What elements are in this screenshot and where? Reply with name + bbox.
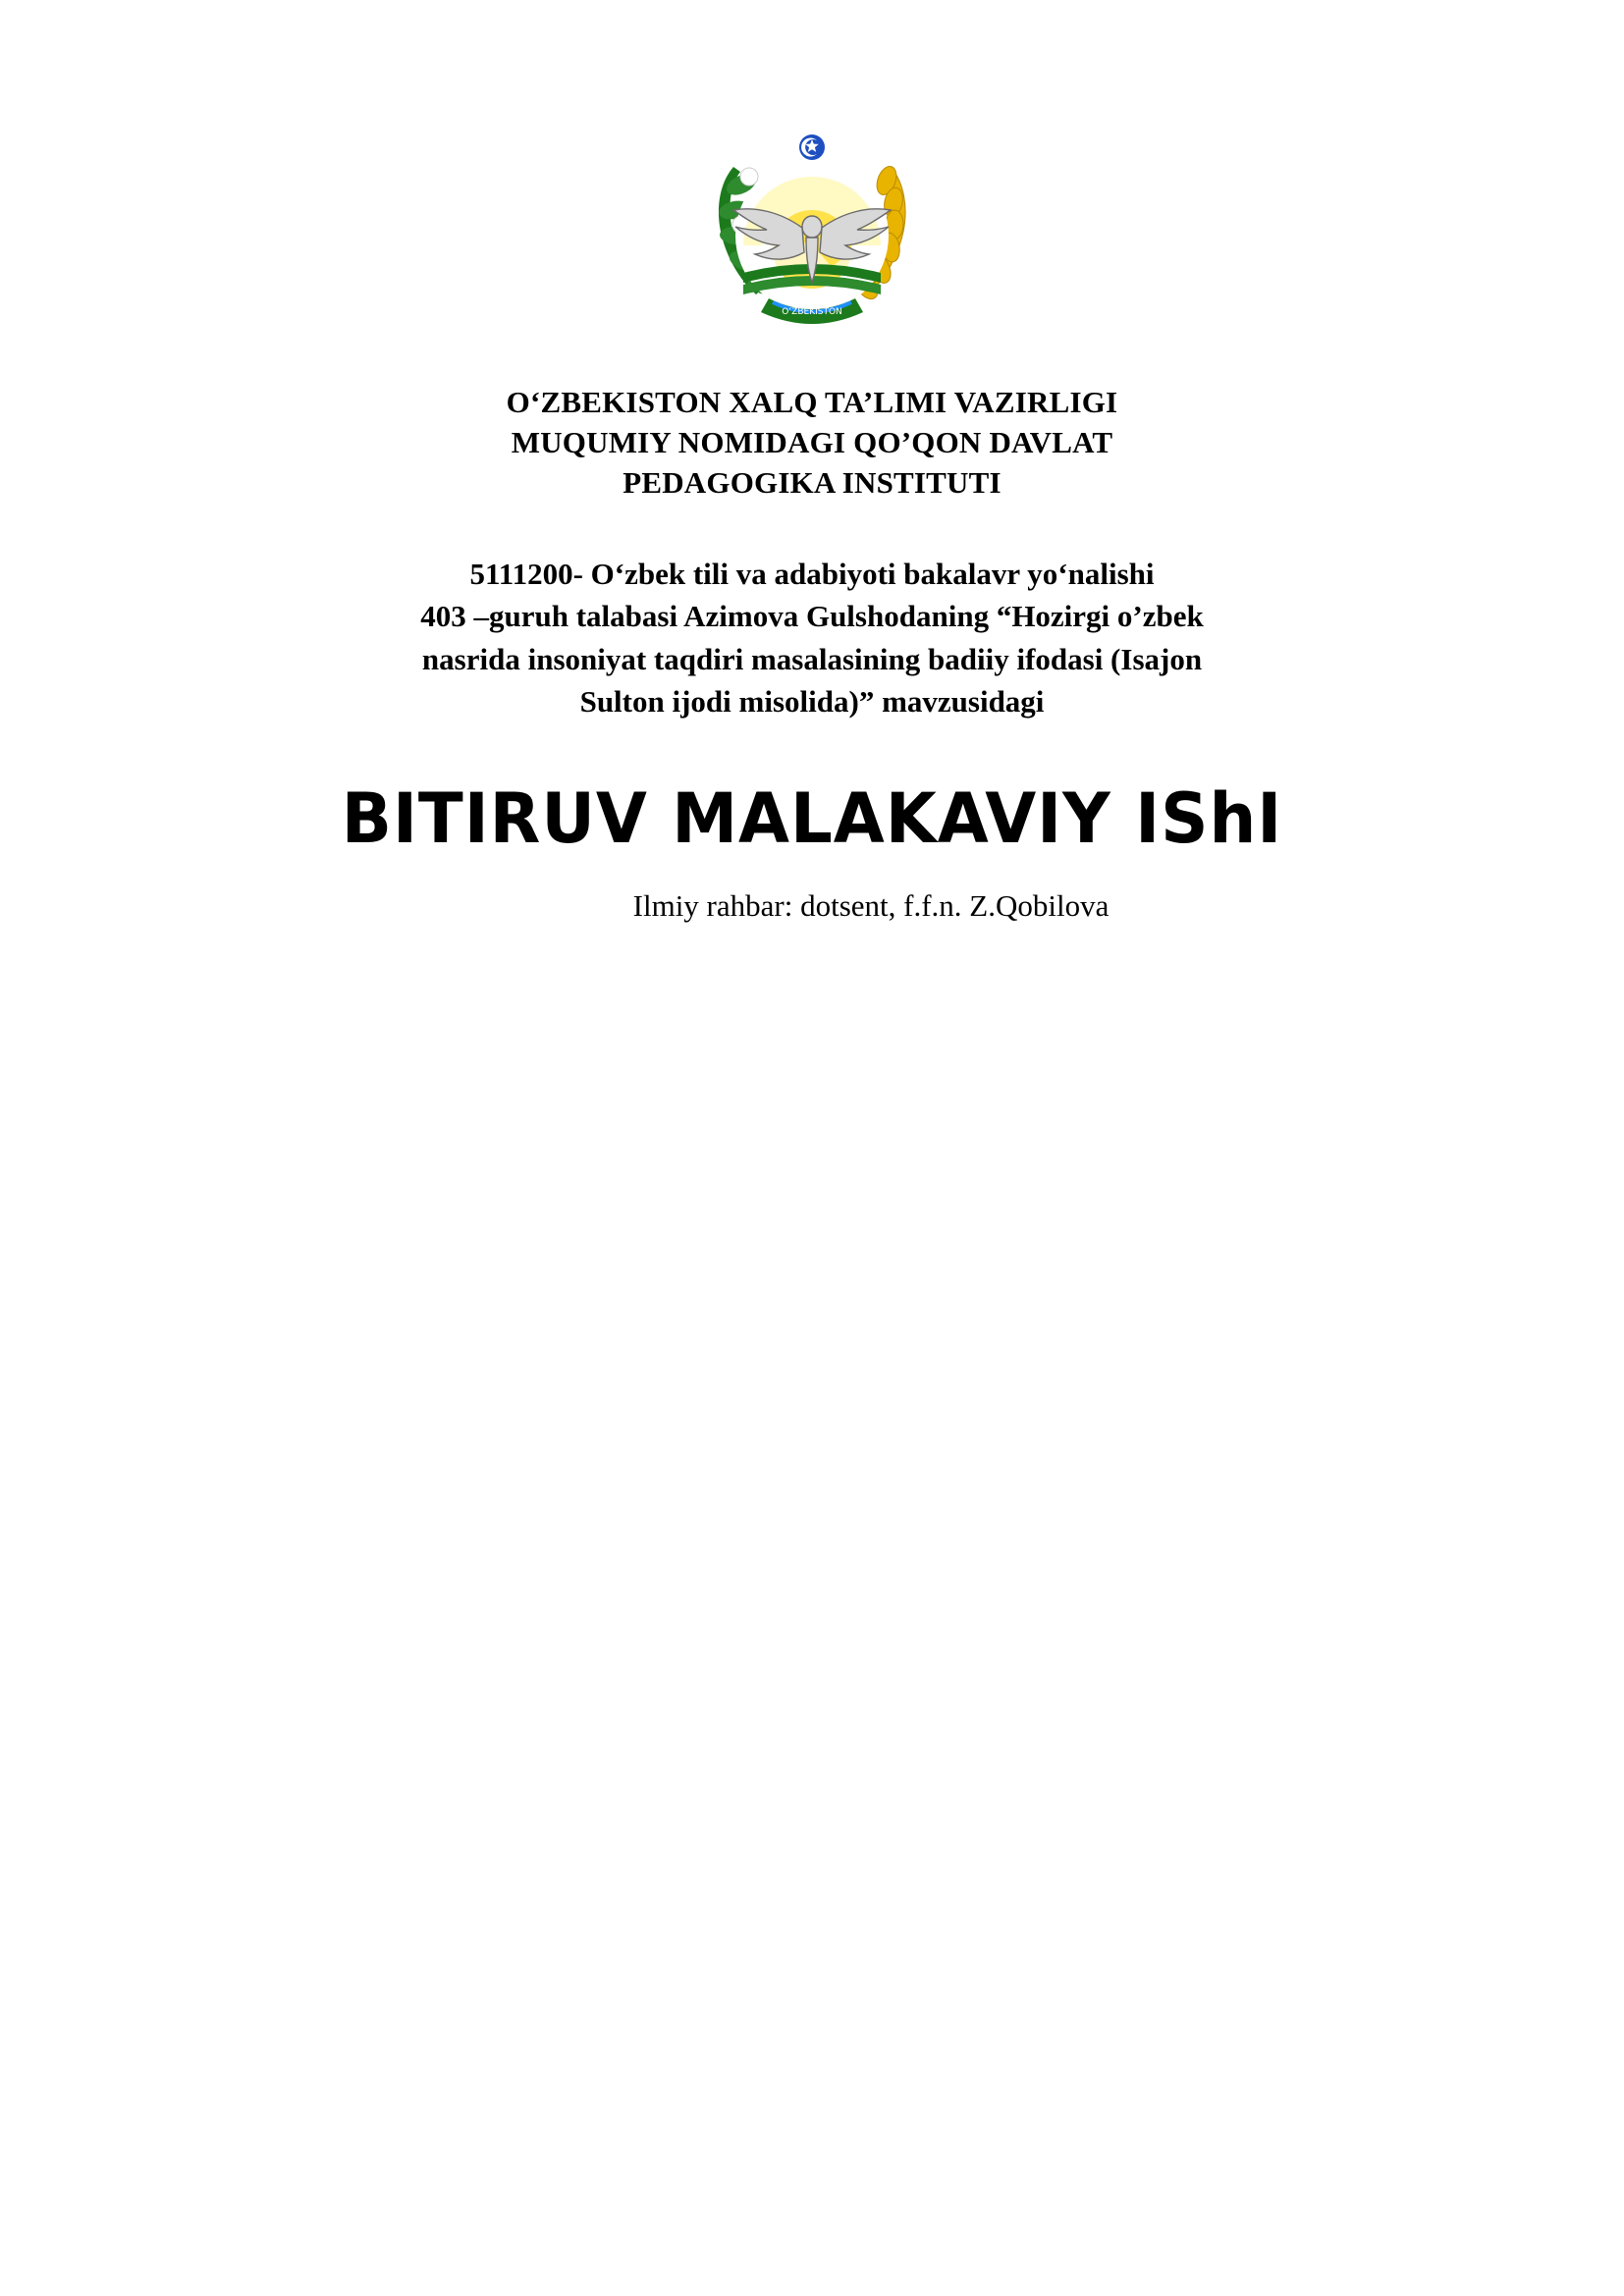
emblem-container — [0, 0, 1624, 332]
thesis-info-line-3: nasrida insoniyat taqdiri masalasining badiiy ifodasi (Isajon — [421, 641, 1203, 676]
ministry-line-1: O‘ZBEKISTON XALQ TA’LIMI VAZIRLIGI — [506, 385, 1118, 419]
thesis-info-line-1: 5111200- O‘zbek tili va adabiyoti bakalavr yo‘nalishi — [469, 556, 1155, 591]
thesis-info — [0, 553, 1624, 723]
thesis-info-line-2: 403 –guruh talabasi Azimova Gulshodaning “Hozirgi o’zbek — [420, 599, 1204, 634]
ministry-line-2: MUQUMIY NOMIDAGI QO’QON DAVLAT — [511, 424, 1113, 459]
ministry-line-3: PEDAGOGIKA INSTITUTI — [623, 464, 1001, 500]
ministry-heading — [0, 383, 1624, 504]
page-title: BITIRUV MALAKAVIY IShI — [341, 778, 1283, 860]
advisor-line: Ilmiy rahbar: dotsent, f.f.n. Z.Qobilova — [632, 888, 1110, 924]
emblem-ribbon-text: OʻZBEKISTON — [782, 307, 842, 317]
thesis-info-line-4: Sulton ijodi misolida)” mavzusidagi — [579, 683, 1045, 719]
uzbekistan-state-emblem-icon — [698, 126, 926, 332]
